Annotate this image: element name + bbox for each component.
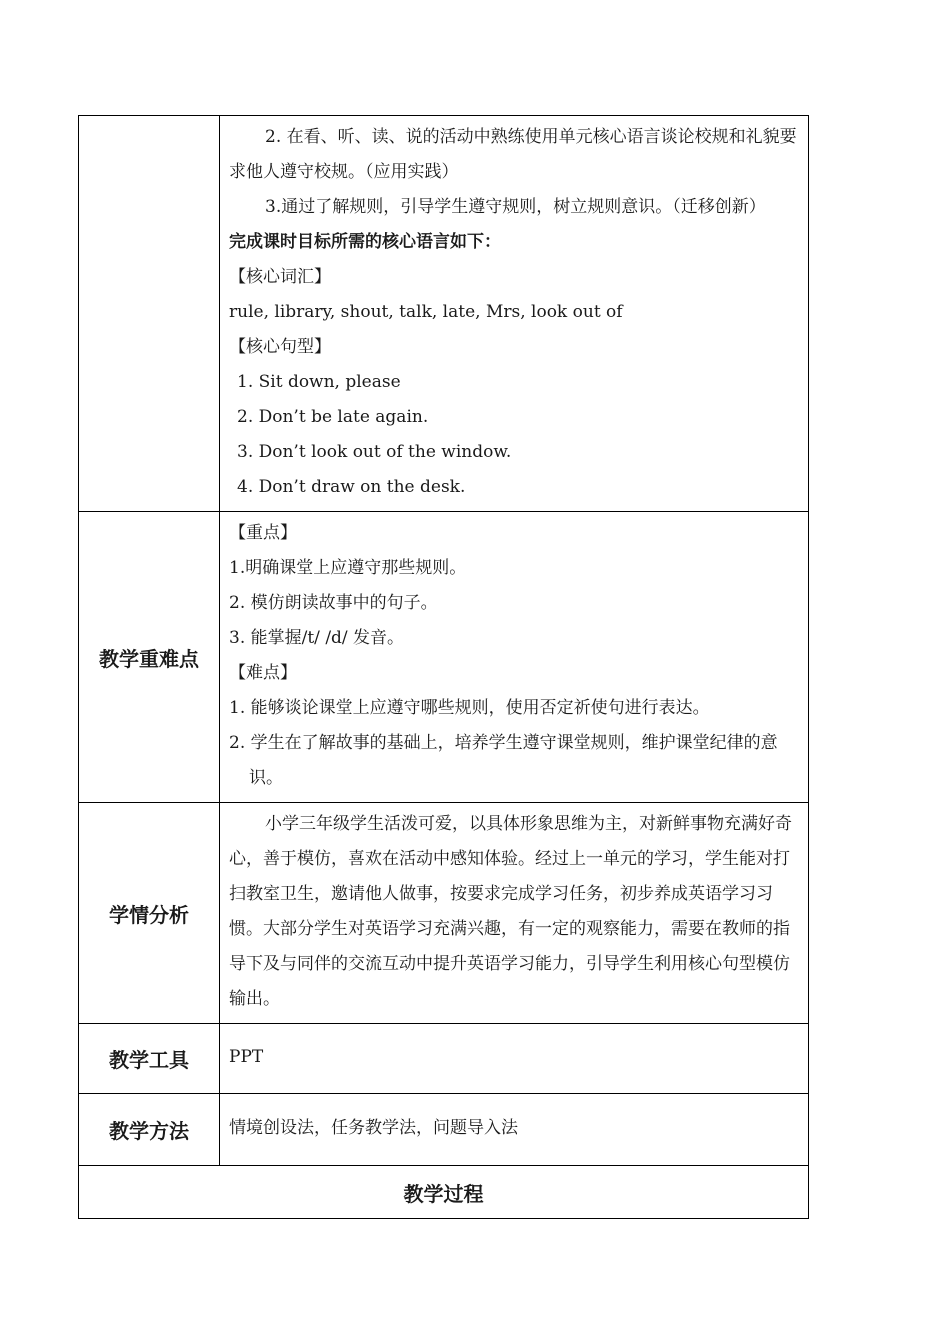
sentence-item: 4. Don’t draw on the desk.	[237, 477, 466, 497]
vocab-heading: 【核心词汇】	[229, 267, 331, 287]
process-title: 教学过程	[79, 1166, 809, 1219]
focus-item: 1.明确课堂上应遵守那些规则。	[229, 558, 467, 578]
tools-content: PPT	[220, 1024, 809, 1094]
objectives-label-cell	[79, 116, 220, 512]
tools-label: 教学工具	[79, 1024, 220, 1094]
difficulty-heading: 【难点】	[229, 663, 297, 683]
methods-content: 情境创设法，任务教学法，问题导入法	[220, 1094, 809, 1166]
sentence-heading: 【核心句型】	[229, 337, 331, 357]
analysis-label: 学情分析	[79, 803, 220, 1024]
key-points-row	[79, 512, 809, 803]
key-points-content	[220, 512, 809, 803]
process-row	[79, 1166, 809, 1219]
focus-item: 3. 能掌握/t/ /d/ 发音。	[229, 628, 405, 648]
focus-item: 2. 模仿朗读故事中的句子。	[229, 593, 438, 613]
sentence-item: 1. Sit down, please	[237, 372, 401, 392]
methods-label: 教学方法	[79, 1094, 220, 1166]
analysis-content	[220, 803, 809, 1024]
sentence-item: 2. Don’t be late again.	[237, 407, 429, 427]
vocab-list: rule, library, shout, talk, late, Mrs, look out of	[229, 302, 623, 322]
tools-row	[79, 1024, 809, 1094]
sentence-item: 3. Don’t look out of the window.	[237, 442, 512, 462]
core-language-heading: 完成课时目标所需的核心语言如下：	[229, 232, 501, 252]
difficulty-item: 1. 能够谈论课堂上应遵守哪些规则，使用否定祈使句进行表达。	[229, 698, 710, 718]
focus-heading: 【重点】	[229, 523, 297, 543]
key-points-label: 教学重难点	[79, 512, 220, 803]
objective-item: 3.通过了解规则，引导学生遵守规则，树立规则意识。（迁移创新）	[265, 197, 766, 217]
lesson-plan-table	[78, 115, 809, 1219]
analysis-text: 小学三年级学生活泼可爱，以具体形象思维为主，对新鲜事物充满好奇心，善于模仿，喜欢在活动中感知体验。经过上一单元的学习，学生能对打扫教室卫生，邀请他人做事，按要求完成学习任务，初步养成英语学习习惯。大部分学生对英语学习充满兴趣，有一定的观察能力，需要在教师的指导下及与同伴的交流互动中提升英语学习能力，引导学生利用核心句型模仿输出。	[229, 814, 792, 1009]
objective-item: 2. 在看、听、读、说的活动中熟练使用单元核心语言谈论校规和礼貌要求他人遵守校规。（应用实践）	[229, 127, 797, 182]
analysis-row	[79, 803, 809, 1024]
methods-row	[79, 1094, 809, 1166]
difficulty-item: 2. 学生在了解故事的基础上，培养学生遵守课堂规则，维护课堂纪律的意识。	[229, 733, 778, 788]
objectives-content	[220, 116, 809, 512]
objectives-row	[79, 116, 809, 512]
